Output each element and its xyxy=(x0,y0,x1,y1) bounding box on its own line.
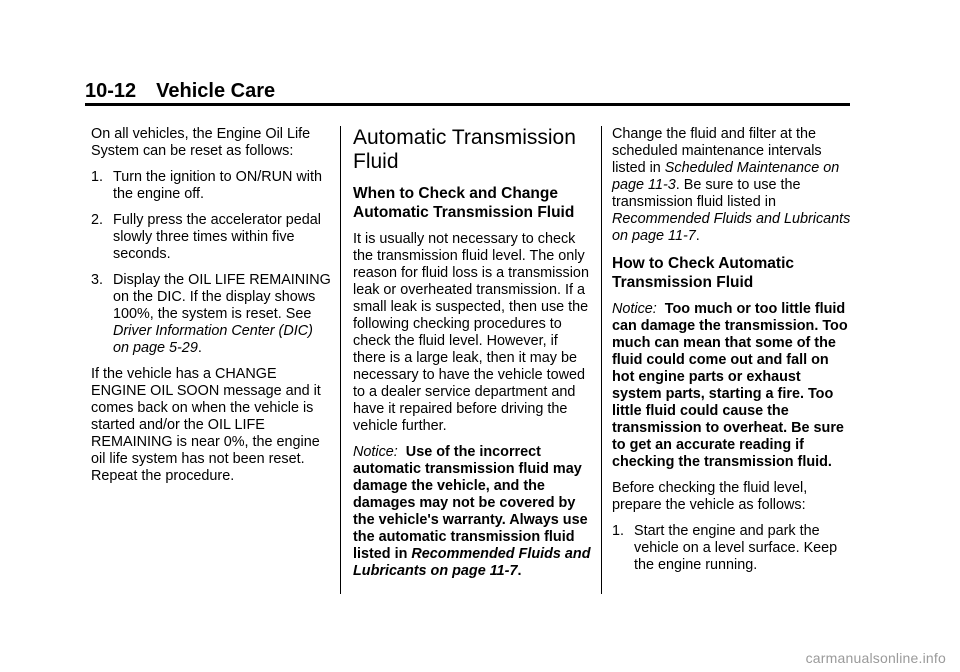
page-header xyxy=(85,80,275,103)
step-text: Start the engine and park the vehicle on a level surface. Keep the engine running. xyxy=(634,523,838,573)
step-text-container xyxy=(113,272,331,357)
notice-text-end: . xyxy=(517,563,522,579)
list-item xyxy=(91,169,331,203)
column-divider-1 xyxy=(340,126,341,594)
step-text-end: . xyxy=(197,340,202,356)
notice-block xyxy=(612,301,854,471)
notice-block xyxy=(353,444,593,580)
list-item xyxy=(612,523,854,574)
column-3 xyxy=(612,126,854,583)
header-rule xyxy=(85,103,850,106)
step-number: 1. xyxy=(91,169,104,185)
step-text: Fully press the accelerator pedal slowly three times within five seconds. xyxy=(113,212,321,262)
paragraph-text: . xyxy=(695,228,700,244)
step-number: 3. xyxy=(91,272,104,288)
paragraph-text: Change the fluid and filter at the scheduled maintenance intervals listed in xyxy=(612,126,822,176)
step-text: Display the OIL LIFE REMAINING on the DIC. If the display shows 100%, the system is reset. See xyxy=(113,272,331,322)
notice-label: Notice: xyxy=(612,301,657,317)
column-2 xyxy=(353,126,593,589)
page-number: 10-12 xyxy=(85,80,137,102)
cross-reference-link[interactable]: Scheduled Maintenance on page 11-3 xyxy=(612,160,840,193)
column-divider-2 xyxy=(601,126,602,594)
paragraph-text: . Be sure to use the transmission fluid listed in xyxy=(612,177,801,210)
watermark: carmanualsonline.info xyxy=(805,650,946,666)
body-paragraph xyxy=(612,126,854,245)
intro-paragraph: On all vehicles, the Engine Oil Life System can be reset as follows: xyxy=(91,126,311,159)
body-paragraph: It is usually not necessary to check the transmission fluid level. The only reason for fluid loss is a transmission leak or overheated transmission. If a small leak is suspected, then use the following checking procedures to check the fluid level. However, if there is a large leak, then it may be necessary to have the vehicle towed to a dealer service department and have it repaired before driving the vehicle further. xyxy=(353,231,589,434)
step-number: 2. xyxy=(91,212,104,228)
list-item xyxy=(91,212,331,263)
subsection-heading: How to Check Automatic Transmission Fluid xyxy=(612,255,794,291)
list-item xyxy=(91,272,331,357)
body-paragraph: Before checking the fluid level, prepare the vehicle as follows: xyxy=(612,480,808,513)
section-title: Vehicle Care xyxy=(156,80,276,102)
cross-reference-link[interactable]: Driver Information Center (DIC) on page 5-29 xyxy=(113,323,313,356)
column-1 xyxy=(91,126,331,494)
step-number: 1. xyxy=(612,523,625,539)
section-heading: Automatic Transmission Fluid xyxy=(353,126,576,173)
notice-label: Notice: xyxy=(353,444,398,460)
cross-reference-link[interactable]: Recommended Fluids and Lubricants on page 11-7 xyxy=(612,211,851,244)
reset-paragraph: If the vehicle has a CHANGE ENGINE OIL SOON message and it comes back on when the vehicle is started and/or the OIL LIFE REMAINING is near 0%, the engine oil life system has not been reset. Repeat the procedure. xyxy=(91,366,321,484)
cross-reference-link[interactable]: Recommended Fluids and Lubricants on page 11-7 xyxy=(353,546,591,579)
subsection-heading: When to Check and Change Automatic Transmission Fluid xyxy=(353,185,575,221)
notice-text: Use of the incorrect automatic transmission fluid may damage the vehicle, and the damages may not be covered by the vehicle's warranty. Always use the automatic transmission fluid listed in xyxy=(353,444,588,562)
step-text: Turn the ignition to ON/RUN with the engine off. xyxy=(113,169,323,202)
notice-text: Too much or too little fluid can damage the transmission. Too much can mean that some of the fluid could come out and fall on hot engine parts or exhaust system parts, starting a fire. Too little fluid could cause the transmission to overheat. Be sure to get an accurate reading if checking the transmission fluid. xyxy=(612,301,848,470)
